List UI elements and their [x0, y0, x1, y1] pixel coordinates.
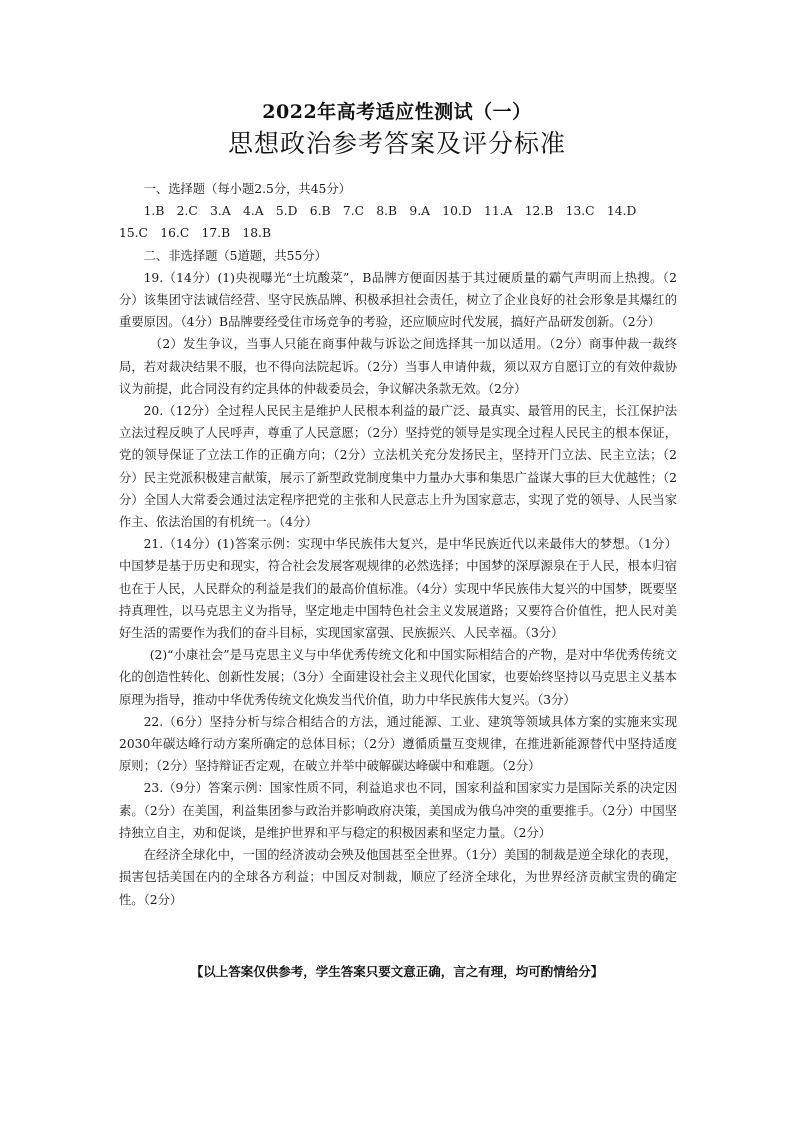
q23-part1-answer: 23.（9分）答案示例：国家性质不同，利益追求也不同，国家利益和国家实力是国际关系的决定因素。（2分）在美国，利益集团参与政治并影响政府决策，美国成为俄乌冲突的重要推手。（2分）中国坚持独立自主，劝和促谈，是维护世界和平与稳定的积极因素和坚定力量。（2分）	[119, 781, 677, 840]
document-title: 思想政治参考答案及评分标准	[227, 129, 566, 158]
q19-part1-answer: 19.（14分）(1)央视曝光“土坑酸菜”，B品牌方便面因基于其过硬质量的霸气声明而上热搜。（2分）该集团守法诚信经营、坚守民族品牌、积极承担社会责任，树立了企业良好的社会形象是其爆红的重要原因。（4分）B品牌要经受住市场竞争的考验，还应顺应时代发展，搞好产品研发创新。（2分）	[119, 270, 677, 330]
q20-answer: 20.（12分）全过程人民民主是维护人民根本利益的最广泛、最真实、最管用的民主，长江保护法立法过程反映了人民呼声，尊重了人民意愿；（2分）坚持党的领导是实现全过程人民民主的根本保证，党的领导保证了立法工作的正确方向；（2分）立法机关充分发扬民主，坚持开门立法、民主立法；（2分）民主党派积极建言献策，展示了新型政党制度集中力量办大事和集思广益谋大事的巨大优越性；（2分）全国人大常委会通过法定程序把党的主张和人民意志上升为国家意志，实现了党的领导、人民当家作主、依法治国的有机统一。（4分）	[119, 404, 677, 530]
choice-answers-line-2: 15.C 16.C 17.B 18.B	[119, 226, 272, 241]
q22-answer: 22.（6分）坚持分析与综合相结合的方法，通过能源、工业、建筑等领域具体方案的实施来实现2030年碳达峰行动方案所确定的总体目标；（2分）遵循质量互变规律，在推进新能源替代中坚持适度原则；（2分）坚持辩证否定观，在破立并举中破解碳达峰碳中和难题。（2分）	[119, 714, 677, 774]
choice-answers-line-1: 1.B 2.C 3.A 4.A 5.D 6.B 7.C 8.B 9.A 10.D 11.A 12.B 13.C 14.D	[143, 204, 637, 219]
q21-part1-answer: 21.（14分）(1)答案示例：实现中华民族伟大复兴，是中华民族近代以来最伟大的梦想。（1分）中国梦是基于历史和现实，符合社会发展客观规律的必然选择；中国梦的深厚源泉在于人民，根本归宿也在于人民，人民群众的利益是我们的最高价值标准。（4分）实现中华民族伟大复兴的中国梦，既要坚持真理性，以马克思主义为指导，坚定地走中国特色社会主义发展道路；又要符合价值性，把人民对美好生活的需要作为我们的奋斗目标，实现国家富强、民族振兴、人民幸福。（3分）	[119, 537, 677, 641]
q19-part2-answer: （2）发生争议，当事人只能在商事仲裁与诉讼之间选择其一加以适用。（2分）商事仲裁一裁终局，若对裁决结果不服，也不得向法院起诉。（2分）当事人申请仲裁，须以双方自愿订立的有效仲裁协议为前提，此合同没有约定具体的仲裁委员会，争议解决条款无效。（2分）	[119, 337, 677, 396]
answer-content	[119, 178, 677, 911]
grading-note: 【以上答案仅供参考，学生答案只要文意正确，言之有理，均可酌情给分】	[190, 964, 604, 979]
exam-title: 2022年高考适应性测试（一）	[262, 101, 532, 123]
q21-part2-answer: (2)“小康社会”是马克思主义与中华优秀传统文化和中国实际相结合的产物，是对中华优秀传统文化的创造性转化、创新性发展；（3分）全面建设社会主义现代化国家，也要始终坚持以马克思主义基本原理为指导，推动中华优秀传统文化焕发当代价值，助力中华民族伟大复兴。（3分）	[119, 648, 677, 707]
q23-part2-answer: 在经济全球化中，一国的经济波动会殃及他国甚至全世界。（1分）美国的制裁是逆全球化的表现，损害包括美国在内的全球各方利益；中国反对制裁，顺应了经济全球化，为世界经济贡献宝贵的确定性。（2分）	[119, 848, 677, 907]
section-heading-choice: 一、选择题（每小题2.5分，共45分）	[143, 182, 351, 196]
section-heading-nonchoice: 二、非选择题（5道题，共55分）	[143, 248, 327, 263]
